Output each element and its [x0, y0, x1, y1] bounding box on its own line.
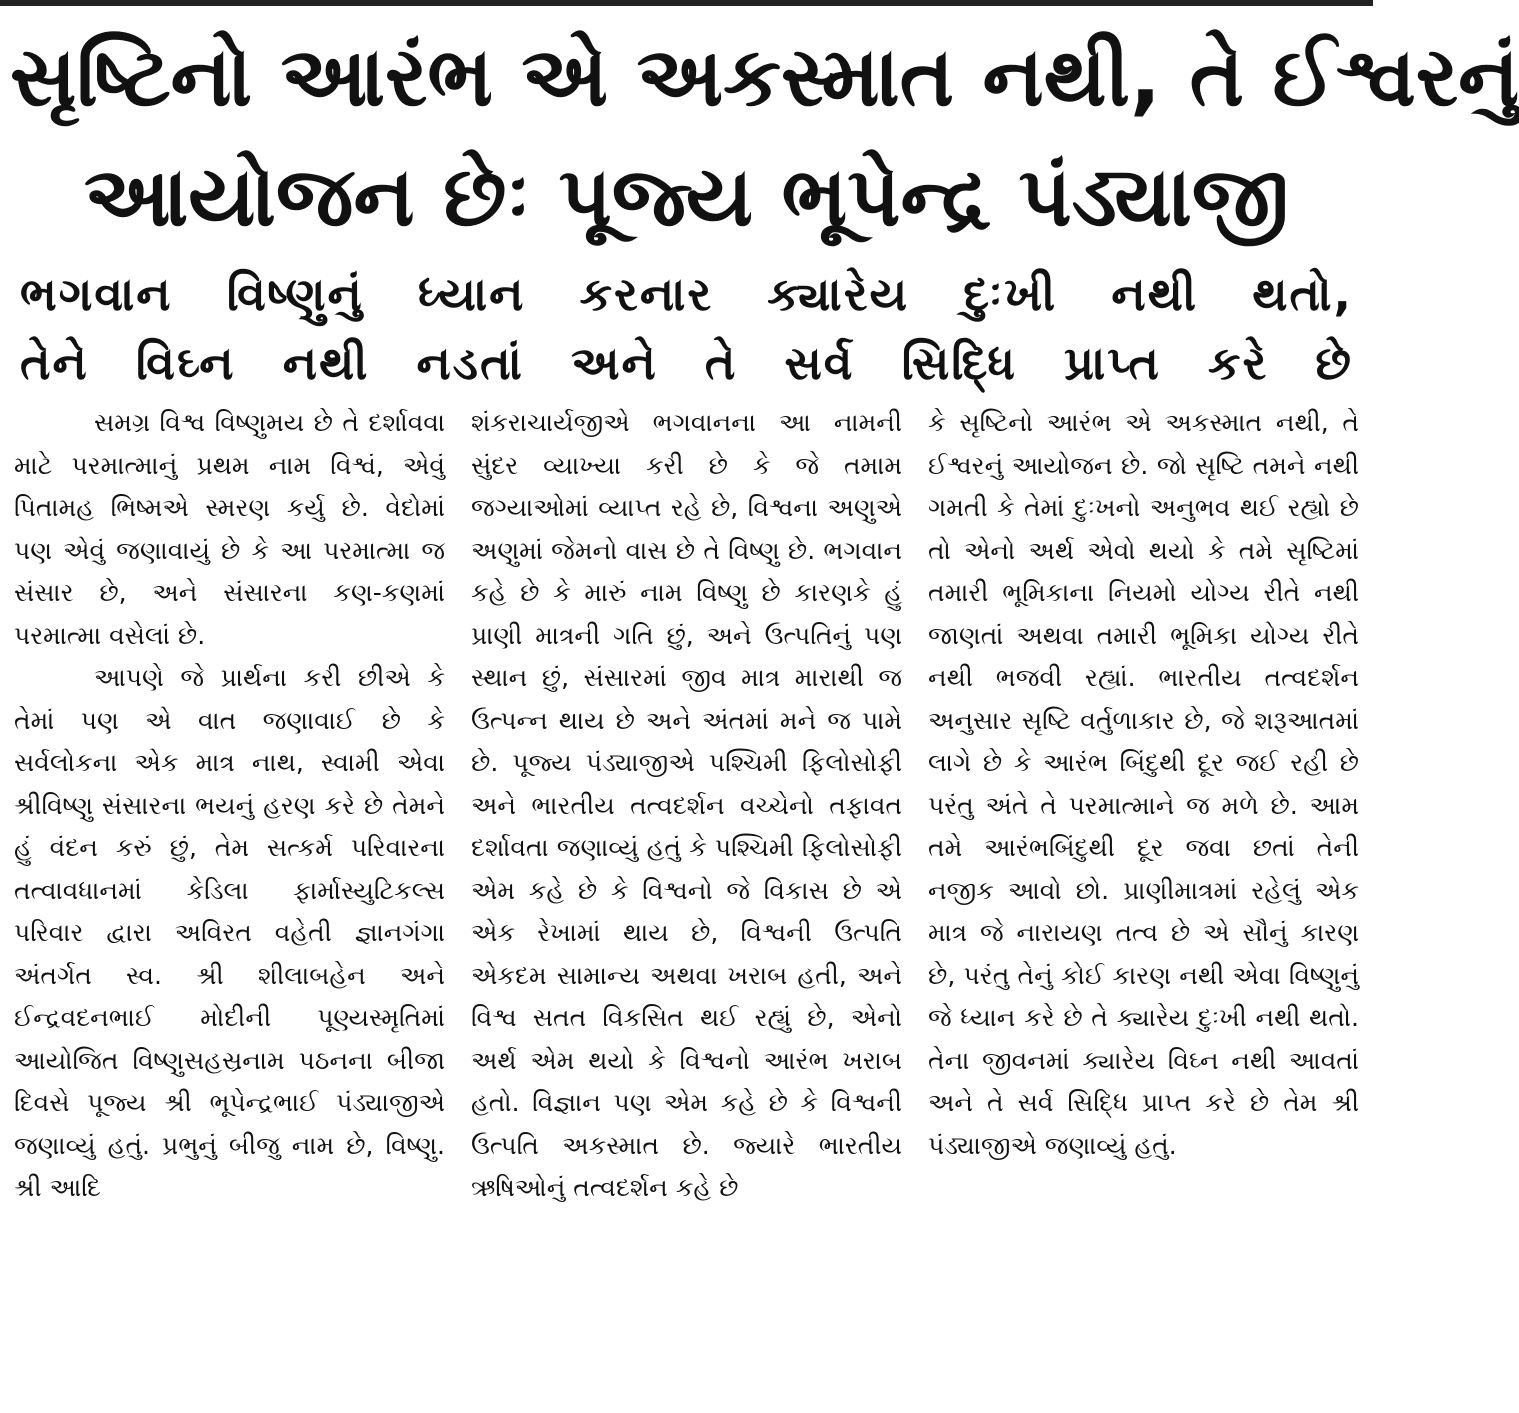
- article-column-3: [928, 402, 1359, 1407]
- column-2-paragraph-1: શંકરાચાર્યજીએ ભગવાનના આ નામની સુંદર વ્યાખ્યા કરી છે કે જે તમામ જગ્યાઓમાં વ્યાપ્ત રહે છે, વિશ્વના અણુએ અણુમાં જેમનો વાસ છે તે વિષ્ણુ છે. ભગવાન કહે છે કે મારું નામ વિષ્ણુ છે કારણકે હું પ્રાણી માત્રની ગતિ છું, અને ઉત્પતિનું પણ સ્થાન છું, સંસારમાં જીવ માત્ર મારાથી જ ઉત્પન્ન થાય છે અને અંતમાં મને જ પામે છે. પૂજ્ય પંડ્યાજીએ પશ્ચિમી ફિલોસોફી અને ભારતીય તત્વદર્શન વચ્ચેનો તફાવત દર્શાવતા જણાવ્યું હતું કે પશ્ચિમી ફિલોસોફી એમ કહે છે કે વિશ્વનો જે વિકાસ છે એ એક રેખામાં થાય છે, વિશ્વની ઉત્પતિ એકદમ સામાન્ય અથવા ખરાબ હતી, અને વિશ્વ સતત વિકસિત થઈ રહ્યું છે, એનો અર્થ એમ થયો કે વિશ્વનો આરંભ ખરાબ હતો. વિજ્ઞાન પણ એમ કહે છે કે વિશ્વની ઉત્પતિ અકસ્માત છે. જ્યારે ભારતીય ઋષિઓનું તત્વદર્શન કહે છે: [471, 408, 902, 1202]
- article-column-2: [471, 402, 902, 1407]
- column-1-paragraph-1: સમગ્ર વિશ્વ વિષ્ણુમય છે તે દર્શાવવા માટે પરમાત્માનું પ્રથમ નામ વિશ્વં, એવું પિતામહ ભિષ્મએ સ્મરણ કર્યુ છે. વેદોમાં પણ એવું જણાવાયું છે કે આ પરમાત્મા જ સંસાર છે, અને સંસારના કણ-કણમાં પરમાત્મા વસેલાં છે.: [14, 408, 445, 650]
- article-body: [14, 402, 1359, 1407]
- headline-line-2: આયોજન છેઃ પૂજ્ય ભૂપેન્દ્ર પંડ્યાજી: [83, 150, 1290, 245]
- headline-line-1: સૃષ્ટિનો આરંભ એ અકસ્માત નથી, તે ઈશ્વરનું: [10, 30, 1519, 125]
- top-border-rule: [0, 0, 1373, 6]
- column-3-paragraph-1: કે સૃષ્ટિનો આરંભ એ અકસ્માત નથી, તે ઈશ્વરનું આયોજન છે. જો સૃષ્ટિ તમને નથી ગમતી કે તેમાં દુઃખનો અનુભવ થઈ રહ્યો છે તો એનો અર્થ એવો થયો કે તમે સૃષ્ટિમાં તમારી ભૂમિકાના નિયમો યોગ્ય રીતે નથી જાણતાં અથવા તમારી ભૂમિકા યોગ્ય રીતે નથી ભજવી રહ્યાં. ભારતીય તત્વદર્શન અનુસાર સૃષ્ટિ વર્તુળાકાર છે, જે શરૂઆતમાં લાગે છે કે આરંભ બિંદુથી દૂર જઈ રહી છે પરંતુ અંતે તે પરમાત્માને જ મળે છે. આમ તમે આરંભબિંદુથી દૂર જવા છતાં તેની નજીક આવો છો. પ્રાણીમાત્રમાં રહેલું એક માત્ર જે નારાયણ તત્વ છે એ સૌનું કારણ છે, પરંતુ તેનું કોઈ કારણ નથી એવા વિષ્ણુનું જે ધ્યાન કરે છે તે ક્યારેય દુઃખી નથી થતો. તેના જીવનમાં ક્યારેય વિઘ્ન નથી આવતાં અને તે સર્વ સિદ્ધિ પ્રાપ્ત કરે છે તેમ શ્રી પંડ્યાજીએ જણાવ્યું હતું.: [928, 408, 1359, 1160]
- subheadline-line-2: તેને વિઘ્ન નથી નડતાં અને તે સર્વ સિદ્ધિ પ્રાપ્ત કરે છે: [20, 336, 1353, 390]
- column-1-paragraph-2: આપણે જે પ્રાર્થના કરી છીએ કે તેમાં પણ એ વાત જણાવાઈ છે કે સર્વલોકના એક માત્ર નાથ, સ્વામી એવા શ્રીવિષ્ણુ સંસારના ભયનું હરણ કરે છે તેમને હું વંદન કરું છું, તેમ સત્કર્મ પરિવારના તત્વાવધાનમાં કેડિલા ફાર્માસ્યુટિકલ્સ પરિવાર દ્વારા અવિરત વહેતી જ્ઞાનગંગા અંતર્ગત સ્વ. શ્રી શીલાબહેન અને ઈન્દ્રવદનભાઈ મોદીની પૂણ્યસ્મૃતિમાં આયોજિત વિષ્ણુસહસ્રનામ પઠનના બીજા દિવસે પૂજ્ય શ્રી ભૂપેન્દ્રભાઈ પંડ્યાજીએ જણાવ્યું હતું. પ્રભુનું બીજુ નામ છે, વિષ્ણુ. શ્રી આદિ: [14, 663, 445, 1202]
- article-column-1: [14, 402, 445, 1407]
- subheadline-line-1: ભગવાન વિષ્ણુનું ધ્યાન કરનાર ક્યારેય દુઃખી નથી થતો,: [20, 267, 1353, 321]
